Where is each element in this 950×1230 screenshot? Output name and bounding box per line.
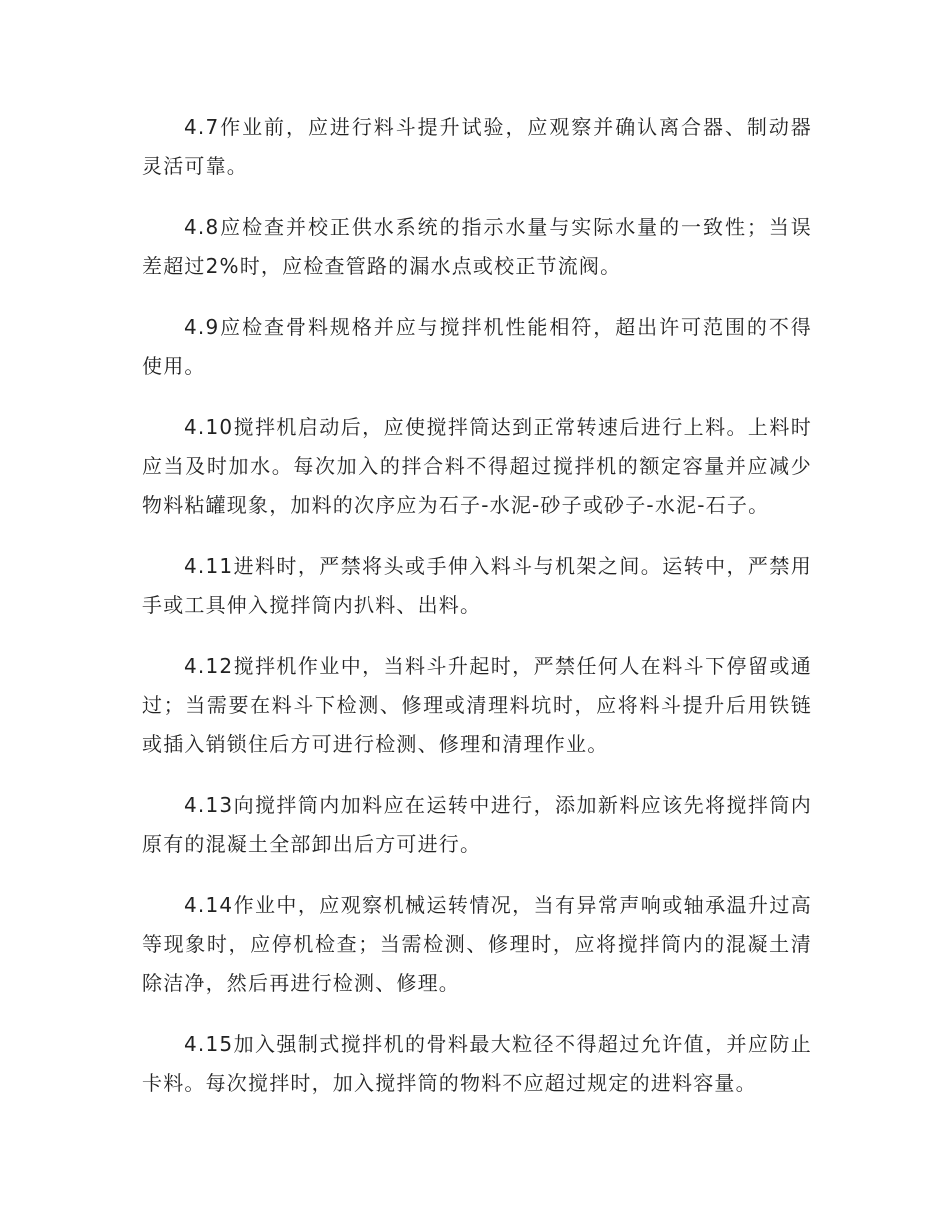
paragraph-4-11: 4.11进料时，严禁将头或手伸入料斗与机架之间。运转中，严禁用手或工具伸入搅拌筒内扒料、出料。 [142,554,812,617]
paragraph-4-14: 4.14作业中，应观察机械运转情况，当有异常声响或轴承温升过高等现象时，应停机检查；当需检测、修理时，应将搅拌筒内的混凝土清除洁净，然后再进行检测、修理。 [142,893,812,995]
document-body [142,108,812,1125]
paragraph-4-9: 4.9应检查骨料规格并应与搅拌机性能相符，超出许可范围的不得使用。 [142,315,812,378]
paragraph-4-8: 4.8应检查并校正供水系统的指示水量与实际水量的一致性；当误差超过2%时，应检查管路的漏水点或校正节流阀。 [142,215,812,278]
paragraph-4-15: 4.15加入强制式搅拌机的骨料最大粒径不得超过允许值，并应防止卡料。每次搅拌时，加入搅拌筒的物料不应超过规定的进料容量。 [142,1032,812,1095]
paragraph-4-7: 4.7作业前，应进行料斗提升试验，应观察并确认离合器、制动器灵活可靠。 [142,115,812,178]
paragraph-4-12: 4.12搅拌机作业中，当料斗升起时，严禁任何人在料斗下停留或通过；当需要在料斗下检测、修理或清理料坑时，应将料斗提升后用铁链或插入销锁住后方可进行检测、修理和清理作业。 [142,654,812,756]
paragraph-4-10: 4.10搅拌机启动后，应使搅拌筒达到正常转速后进行上料。上料时应当及时加水。每次加入的拌合料不得超过搅拌机的额定容量并应减少物料粘罐现象，加料的次序应为石子-水泥-砂子或砂子-水泥-石子。 [142,415,812,517]
paragraph-4-13: 4.13向搅拌筒内加料应在运转中进行，添加新料应该先将搅拌筒内原有的混凝土全部卸出后方可进行。 [142,793,812,856]
